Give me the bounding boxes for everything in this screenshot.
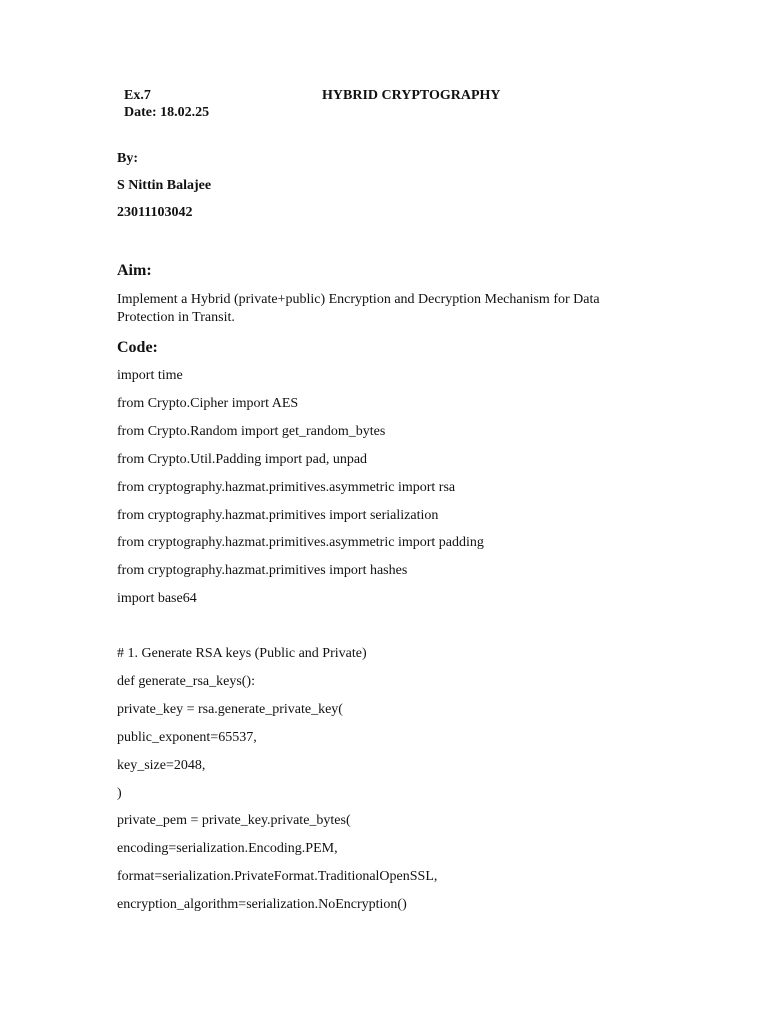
code-line: def generate_rsa_keys(): [117,674,255,689]
aim-heading: Aim: [117,262,152,279]
code-line: private_pem = private_key.private_bytes( [117,813,351,828]
code-line: format=serialization.PrivateFormat.TraditionalOpenSSL, [117,869,438,884]
code-line: from Crypto.Random import get_random_bytes [117,424,386,439]
code-line: from cryptography.hazmat.primitives.asymmetric import rsa [117,480,456,495]
code-line: private_key = rsa.generate_private_key( [117,702,343,717]
code-line: from Crypto.Cipher import AES [117,396,299,411]
exercise-date: Date: 18.02.25 [124,105,210,120]
code-line: import base64 [117,591,197,606]
code-heading: Code: [117,339,158,356]
aim-text: Implement a Hybrid (private+public) Encryption and Decryption Mechanism for Data Protection in Transit. [117,292,600,325]
document-title: HYBRID CRYPTOGRAPHY [322,88,501,103]
code-line: from cryptography.hazmat.primitives import hashes [117,563,408,578]
code-comment: # 1. Generate RSA keys (Public and Private) [117,646,367,661]
code-line: from cryptography.hazmat.primitives.asymmetric import padding [117,535,484,550]
code-line: encoding=serialization.Encoding.PEM, [117,841,338,856]
code-line: public_exponent=65537, [117,730,257,745]
code-line: from cryptography.hazmat.primitives import serialization [117,508,439,523]
exercise-number: Ex.7 [124,88,151,103]
by-label: By: [117,151,138,166]
code-line: from Crypto.Util.Padding import pad, unpad [117,452,368,467]
roll-number: 23011103042 [117,205,193,220]
code-line: ) [117,786,122,801]
code-line: encryption_algorithm=serialization.NoEncryption() [117,897,407,912]
author-name: S Nittin Balajee [117,178,212,193]
code-line: key_size=2048, [117,758,206,773]
code-line: import time [117,368,183,383]
